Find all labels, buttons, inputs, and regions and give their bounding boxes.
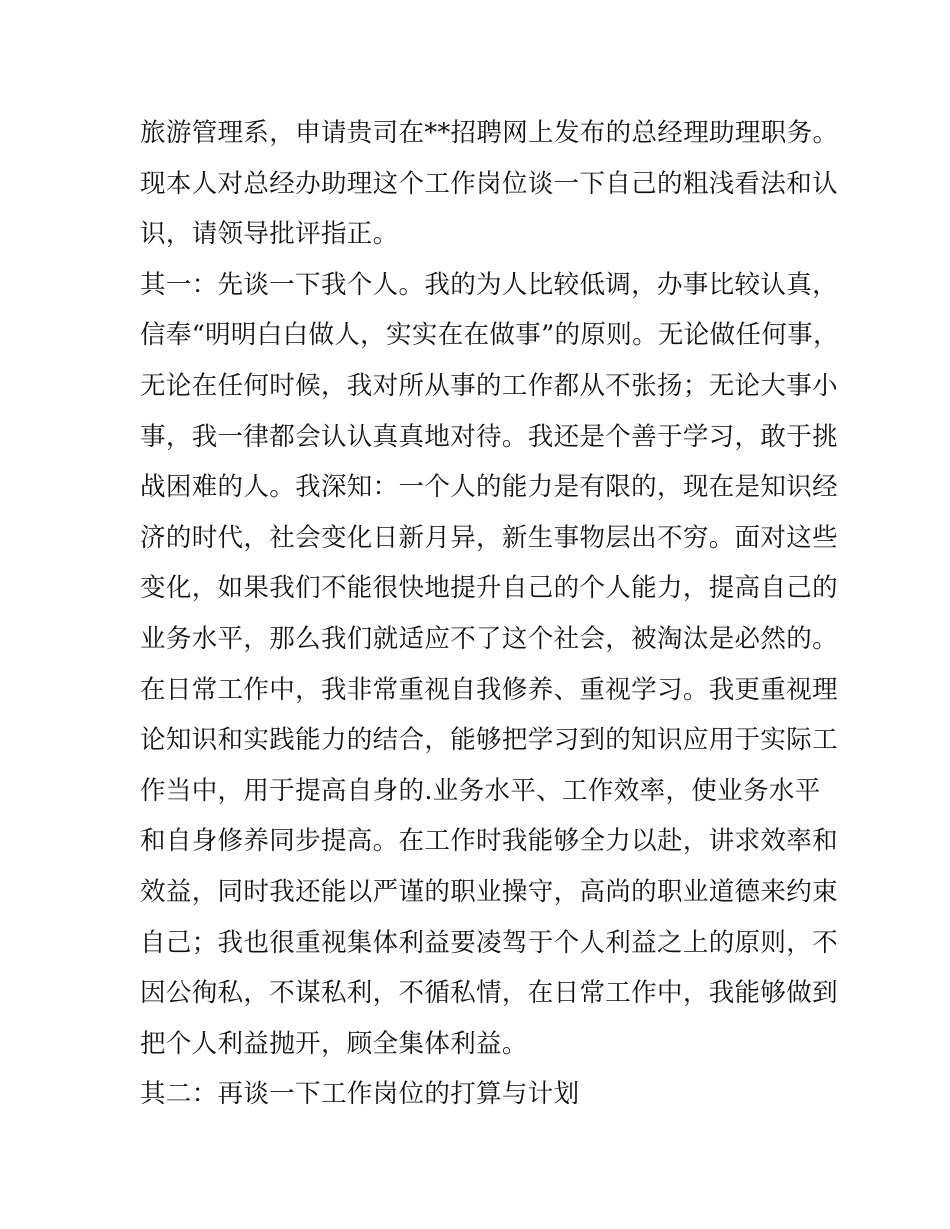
text-line: 识，请领导批评指正。 bbox=[140, 219, 399, 250]
text-line: 其一：先谈一下我个人。我的为人比较低调，办事比较认真， bbox=[140, 269, 838, 300]
text-line: 论知识和实践能力的结合，能够把学习到的知识应用于实际工 bbox=[140, 725, 838, 756]
text-line: 和自身修养同步提高。在工作时我能够全力以赴，讲求效率和 bbox=[140, 826, 838, 857]
text-line: 信奉“明明白白做人，实实在在做事”的原则。无论做任何事， bbox=[140, 320, 839, 351]
text-line: 事，我一律都会认认真真地对待。我还是个善于学习，敢于挑 bbox=[140, 421, 838, 452]
text-line: 把个人利益抛开，顾全集体利益。 bbox=[140, 1028, 528, 1059]
text-line: 无论在任何时候，我对所从事的工作都从不张扬；无论大事小 bbox=[140, 370, 838, 401]
text-line: 其二：再谈一下工作岗位的打算与计划 bbox=[140, 1079, 580, 1110]
text-line: 作当中，用于提高自身的.业务水平、工作效率，使业务水平 bbox=[140, 775, 821, 806]
text-line: 效益，同时我还能以严谨的职业操守，高尚的职业道德来约束 bbox=[140, 876, 838, 907]
text-line: 业务水平，那么我们就适应不了这个社会，被淘汰是必然的。 bbox=[140, 623, 838, 654]
text-line: 济的时代，社会变化日新月异，新生事物层出不穷。面对这些 bbox=[140, 522, 838, 553]
body-text bbox=[140, 108, 839, 1120]
text-line: 因公徇私，不谋私利，不循私情，在日常工作中，我能够做到 bbox=[140, 978, 838, 1009]
text-line: 现本人对总经办助理这个工作岗位谈一下自己的粗浅看法和认 bbox=[140, 168, 838, 199]
text-line: 在日常工作中，我非常重视自我修养、重视学习。我更重视理 bbox=[140, 674, 838, 705]
text-line: 自己；我也很重视集体利益要凌驾于个人利益之上的原则，不 bbox=[140, 927, 838, 958]
text-line: 变化，如果我们不能很快地提升自己的个人能力，提高自己的 bbox=[140, 573, 838, 604]
text-line: 旅游管理系，申请贵司在**招聘网上发布的总经理助理职务。 bbox=[140, 118, 839, 148]
text-line: 战困难的人。我深知：一个人的能力是有限的，现在是知识经 bbox=[140, 472, 838, 503]
